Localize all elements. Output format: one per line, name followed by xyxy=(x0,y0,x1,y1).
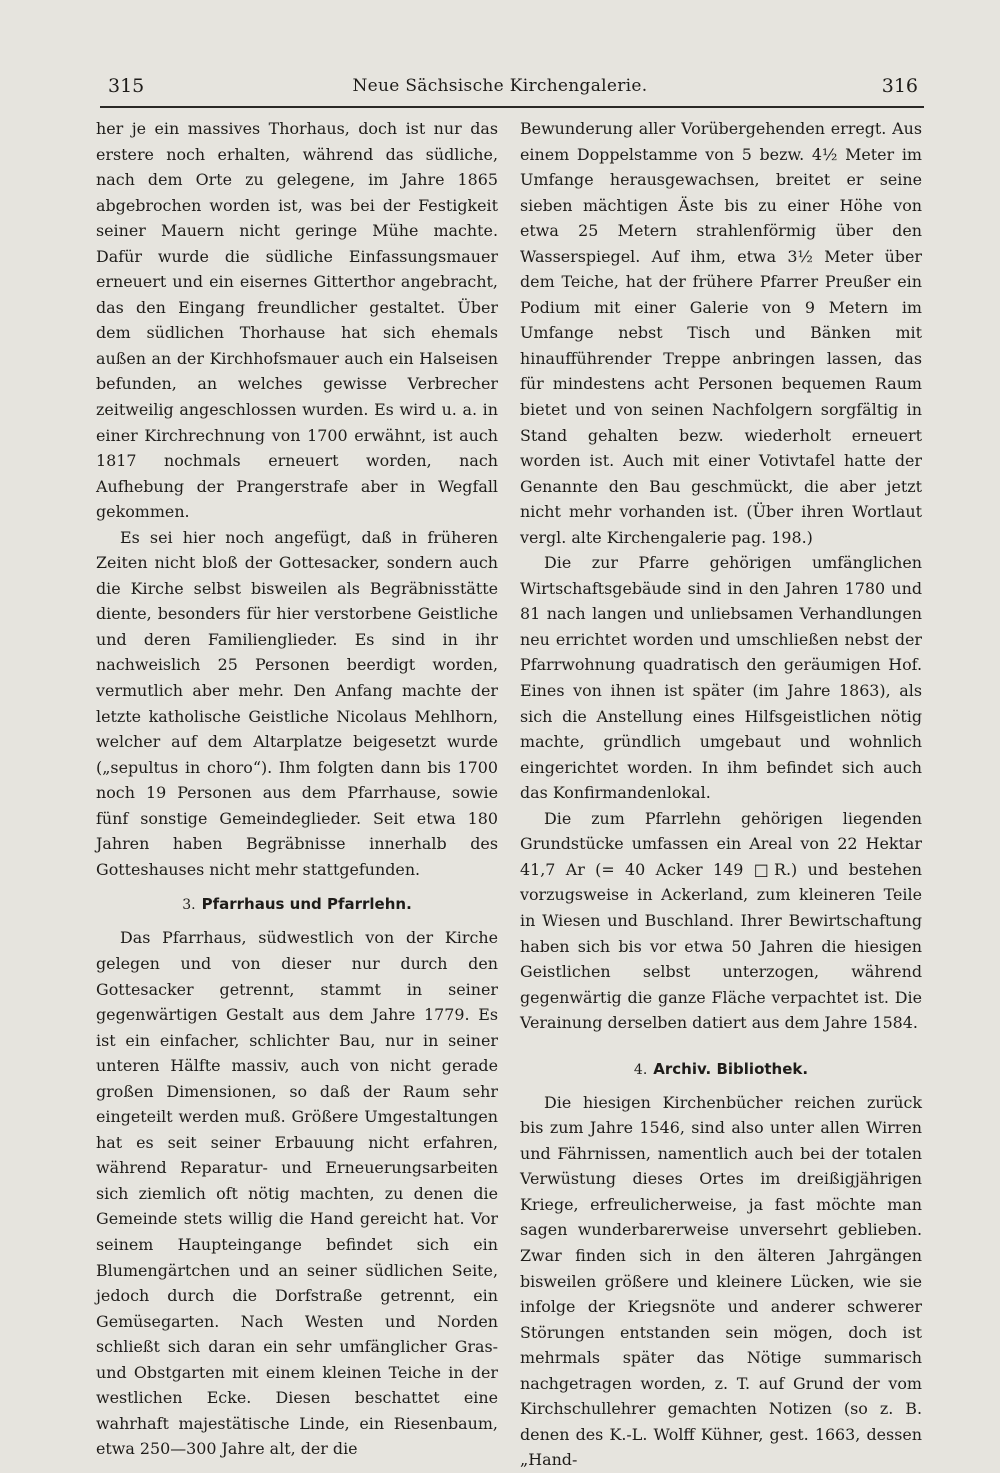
paragraph-thorhaus: her je ein massives Thorhaus, doch ist nur das erstere noch erhalten, während das südliche, nach dem Orte zu gelegene, im Jahre 1865 abgebrochen worden ist, was bei der Festigkeit seiner Mauern nicht geringe Mühe machte. Dafür wurde die südliche Einfassungsmauer erneuert und ein eisernes Gitterthor angebracht, das den Eingang freundlicher gestaltet. Über dem südlichen Thorhause hat sich ehemals außen an der Kirchhofsmauer auch ein Halseisen befunden, an welches gewisse Verbrecher zeitweilig angeschlossen wurden. Es wird u. a. in einer Kirchrechnung von 1700 erwähnt, ist auch 1817 nochmals erneuert worden, nach Aufhebung der Prangerstrafe aber in Wegfall gekommen. xyxy=(96,119,498,522)
section-number: 3. xyxy=(182,897,196,914)
section-heading-3 xyxy=(96,893,498,916)
left-column xyxy=(96,116,498,1462)
section-heading-4 xyxy=(520,1058,922,1081)
paragraph-linde: Bewunderung aller Vorübergehenden erregt. Aus einem Doppelstamme von 5 bezw. 4½ Meter im Umfange herausgewachsen, breitet er seine sieben mächtigen Äste bis zu einer Höhe von etwa 25 Metern strahlenförmig über den Wasserspiegel. Auf ihm, etwa 3½ Meter über dem Teiche, hat der frühere Pfarrer Preußer ein Podium mit einer Galerie von 9 Metern im Umfange nebst Tisch und Bänken mit hinaufführender Treppe anbringen lassen, das für mindestens acht Personen bequemen Raum bietet und von seinen Nachfolgern sorgfältig in Stand gehalten bezw. wiederholt erneuert worden ist. Auch mit einer Votivtafel hatte der Genannte den Bau geschmückt, die aber jetzt nicht mehr vorhanden ist. (Über ihren Wortlaut vergl. alte Kirchengalerie pag. 198.) xyxy=(520,119,922,547)
paragraph-pfarrhaus: Das Pfarrhaus, südwestlich von der Kirche gelegen und von dieser nur durch den Gottesacker getrennt, stammt in seiner gegenwärtigen Gestalt aus dem Jahre 1779. Es ist ein einfacher, schlichter Bau, nur in seiner unteren Hälfte massiv, auch von nicht gerade großen Dimensionen, so daß der Raum sehr eingeteilt werden muß. Größere Umgestaltungen hat es seit seiner Erbauung nicht erfahren, während Reparatur- und Erneuerungsarbeiten sich ziemlich oft nötig machten, zu denen die Gemeinde stets willig die Hand gereicht hat. Vor seinem Haupteingange befindet sich ein Blumengärtchen und an seiner südlichen Seite, jedoch durch die Dorfstraße getrennt, ein Gemüsegarten. Nach Westen und Norden schließt sich daran ein sehr umfänglicher Gras- und Obstgarten mit einem kleinen Teiche in der westlichen Ecke. Diesen beschattet eine wahrhaft majestätische Linde, ein Riesenbaum, etwa 250—300 Jahre alt, der die xyxy=(96,928,498,1459)
paragraph-begraebnisse: Es sei hier noch angefügt, daß in früheren Zeiten nicht bloß der Gottesacker, sondern auch die Kirche selbst bisweilen als Begräbnisstätte diente, besonders für hier verstorbene Geistliche und deren Familienglieder. Es sind in ihr nachweislich 25 Personen beerdigt worden, vermutlich aber mehr. Den Anfang machte der letzte katholische Geistliche Nicolaus Mehlhorn, welcher auf dem Altarplatze beigesetzt wurde („sepultus in choro“). Ihm folgten dann bis 1700 noch 19 Personen aus dem Pfarrhause, sowie fünf sonstige Gemeindeglieder. Seit etwa 180 Jahren haben Begräbnisse innerhalb des Gotteshauses nicht mehr stattgefunden. xyxy=(96,527,498,879)
page-number-right: 316 xyxy=(881,75,918,97)
section-title: Archiv. Bibliothek. xyxy=(653,1059,809,1078)
running-title: Neue Sächsische Kirchengalerie. xyxy=(352,76,648,96)
right-column xyxy=(520,116,922,1473)
section-title: Pfarrhaus und Pfarrlehn. xyxy=(201,895,412,914)
page-number-left: 315 xyxy=(108,75,145,97)
paragraph-wirtschaftsgebaeude: Die zur Pfarre gehörigen umfänglichen Wirtschaftsgebäude sind in den Jahren 1780 und 81 nach langen und unliebsamen Verhandlungen neu errichtet worden und umschließen nebst der Pfarrwohnung quadratisch den geräumigen Hof. Eines von ihnen ist später (im Jahre 1863), als sich die Anstellung eines Hilfsgeistlichen nötig machte, gründlich umgebaut und wohnlich eingerichtet worden. In ihm befindet sich auch das Konfirmandenlokal. xyxy=(520,553,922,803)
paragraph-pfarrlehn: Die zum Pfarrlehn gehörigen liegenden Grundstücke umfassen ein Areal von 22 Hektar 41,7 Ar (= 40 Acker 149 □R.) und bestehen vorzugsweise in Ackerland, zum kleineren Teile in Wiesen und Buschland. Ihrer Bewirtschaftung haben sich bis vor etwa 50 Jahren die hiesigen Geistlichen selbst unterzogen, während gegenwärtig die ganze Fläche verpachtet ist. Die Verainung derselben datiert aus dem Jahre 1584. xyxy=(520,808,922,1033)
header-rule xyxy=(100,106,924,108)
section-number: 4. xyxy=(633,1061,648,1078)
paragraph-kirchenbuecher: Die hiesigen Kirchenbücher reichen zurück bis zum Jahre 1546, sind also unter allen Wirren und Fährnissen, namentlich auch bei der totalen Verwüstung dieses Ortes im dreißigjährigen Kriege, erfreulicherweise, ja fast möchte man sagen wunderbarerweise unversehrt geblieben. Zwar finden sich in den älteren Jahrgängen bisweilen größere und kleinere Lücken, wie sie infolge der Kriegsnöte und anderer schwerer Störungen entstanden sein mögen, doch ist mehrmals später das Nötige summarisch nachgetragen worden, z. T. auf Grund der vom Kirchschullehrer gemachten Notizen (so z. B. denen des K.-L. Wolff Kühner, gest. 1663, dessen „Hand- xyxy=(520,1092,922,1470)
